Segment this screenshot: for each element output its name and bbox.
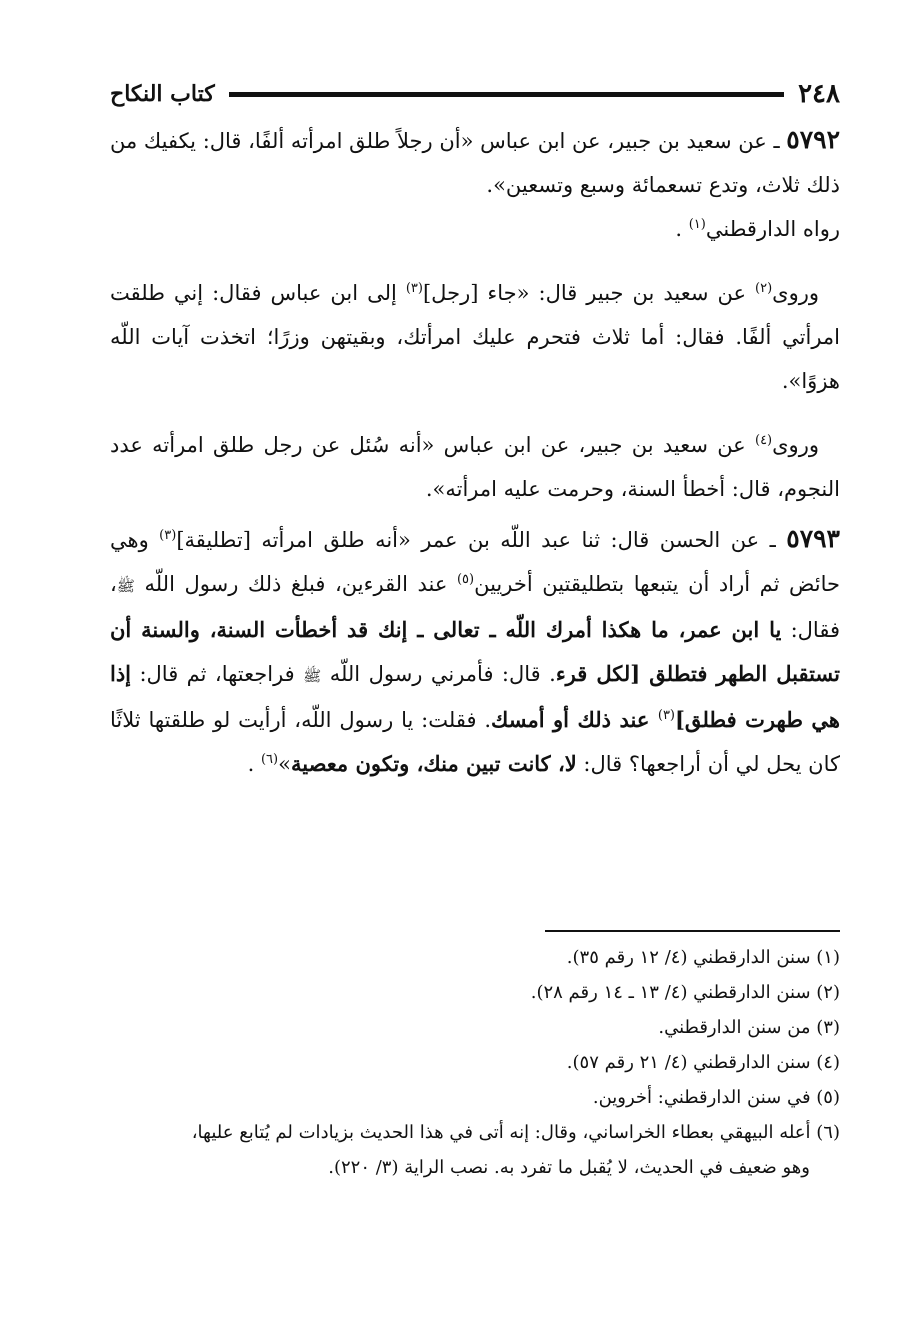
narration-source xyxy=(110,207,840,251)
text-span: عن الحسن قال: ثنا عبد اللّه بن عمر «أنه طلق امرأته [تطليقة] xyxy=(176,528,760,552)
text-span: وروى xyxy=(772,433,819,457)
footnote-ref: (٢) xyxy=(755,281,773,296)
salawat-glyph: ﷺ xyxy=(303,667,322,685)
footnote-ref: (٤) xyxy=(754,433,773,448)
hadith-dash: ـ xyxy=(759,528,787,552)
text-span: عند القرءين، فبلغ ذلك رسول اللّه xyxy=(134,572,457,596)
paragraph-narration-3 xyxy=(110,423,840,511)
text-span: عن سعيد بن جبير، عن ابن عباس «أنه سُئل عن رجل طلق امرأته عدد النجوم، قال: أخطأ السنة، وحرمت عليه امرأته». xyxy=(110,433,840,501)
hadith-dash: ـ xyxy=(766,129,787,153)
text-span: وروى xyxy=(772,281,820,305)
main-text xyxy=(110,118,840,786)
text-span: وهي حائض ثم أراد أن يتبعها بتطليقتين أخريين xyxy=(110,528,840,596)
hadith-number: ٥٧٩٣ xyxy=(786,524,840,553)
footnote-ref: (٣) xyxy=(657,708,675,723)
footnote-ref: (١) xyxy=(688,217,706,232)
book-title: كتاب النكاح xyxy=(110,81,215,107)
footnote-1: (١) سنن الدارقطني (٤/ ١٢ رقم ٣٥). xyxy=(566,947,840,968)
prophet-speech: عند ذلك أو أمسك xyxy=(491,707,658,732)
hadith-5792 xyxy=(110,118,840,207)
salawat-glyph: ﷺ xyxy=(116,577,135,595)
footnote-4: (٤) سنن الدارقطني (٤/ ٢١ رقم ٥٧). xyxy=(566,1052,840,1073)
footnote-3: (٣) من سنن الدارقطني. xyxy=(658,1017,840,1038)
prophet-speech: يا ابن عمر، ما هكذا أمرك اللّه ـ تعالى ـ إنك قد أخطأت السنة، والسنة أن تستقبل الطهر فتطلق [لكل قرء xyxy=(110,617,841,686)
prophet-speech: إذا هي طهرت فطلق] xyxy=(110,661,840,732)
footnote-ref: (٣) xyxy=(405,281,423,296)
text-span: عن سعيد بن جبير قال: «جاء [رجل] xyxy=(422,281,755,305)
footnote-ref: (٦) xyxy=(260,752,279,767)
page-header xyxy=(110,74,840,114)
header-rule xyxy=(229,92,784,97)
footnote-2: (٢) سنن الدارقطني (٤/ ١٣ ـ ١٤ رقم ٢٨). xyxy=(530,982,840,1003)
end-mark: . xyxy=(675,217,689,241)
narrated-by: رواه الدارقطني xyxy=(705,217,840,241)
prophet-speech: لا، كانت تبين منك، وتكون معصية xyxy=(290,751,577,776)
footnote-ref: (٥) xyxy=(456,572,475,587)
text-span: . قال: فأمرني رسول اللّه xyxy=(321,662,556,686)
hadith-5793 xyxy=(110,517,840,786)
footnote-ref: (٣) xyxy=(159,528,177,543)
text-span: » xyxy=(278,752,291,776)
text-span: . فقلت: يا رسول اللّه، أرأيت لو طلقتها ثلاثًا كان يحل لي أن أراجعها؟ قال: xyxy=(110,708,840,776)
hadith-text: عن سعيد بن جبير، عن ابن عباس «أن رجلاً طلق امرأته ألفًا، قال: يكفيك من ذلك ثلاث، وتدع تسعمائة وسبع وتسعين». xyxy=(110,129,840,197)
hadith-number: ٥٧٩٢ xyxy=(786,125,840,154)
footnote-6-continued: وهو ضعيف في الحديث، لا يُقبل ما تفرد به. نصب الراية (٣/ ٢٢٠). xyxy=(328,1157,810,1178)
footnote-divider xyxy=(545,930,840,932)
text-span: إلى ابن عباس فقال: إني طلقت امرأتي ألفًا. فقال: أما ثلاث فتحرم عليك امرأتك، وبقيتهن وزرًا؛ اتخذت آيات اللّه هزوًا». xyxy=(110,281,840,393)
end-mark: . xyxy=(247,752,261,776)
footnote-6: (٦) أعله البيهقي بعطاء الخراساني، وقال: إنه أتى في هذا الحديث بزيادات لم يُتابع عليها، xyxy=(191,1122,840,1143)
paragraph-narration-2 xyxy=(110,271,840,403)
text-span: فراجعتها، ثم قال: xyxy=(131,662,304,686)
footnote-5: (٥) في سنن الدارقطني: أخروين. xyxy=(592,1087,840,1108)
text-span: ، فقال: xyxy=(110,572,840,642)
footnotes xyxy=(110,940,840,1185)
page-number: ٢٤٨ xyxy=(798,79,840,109)
